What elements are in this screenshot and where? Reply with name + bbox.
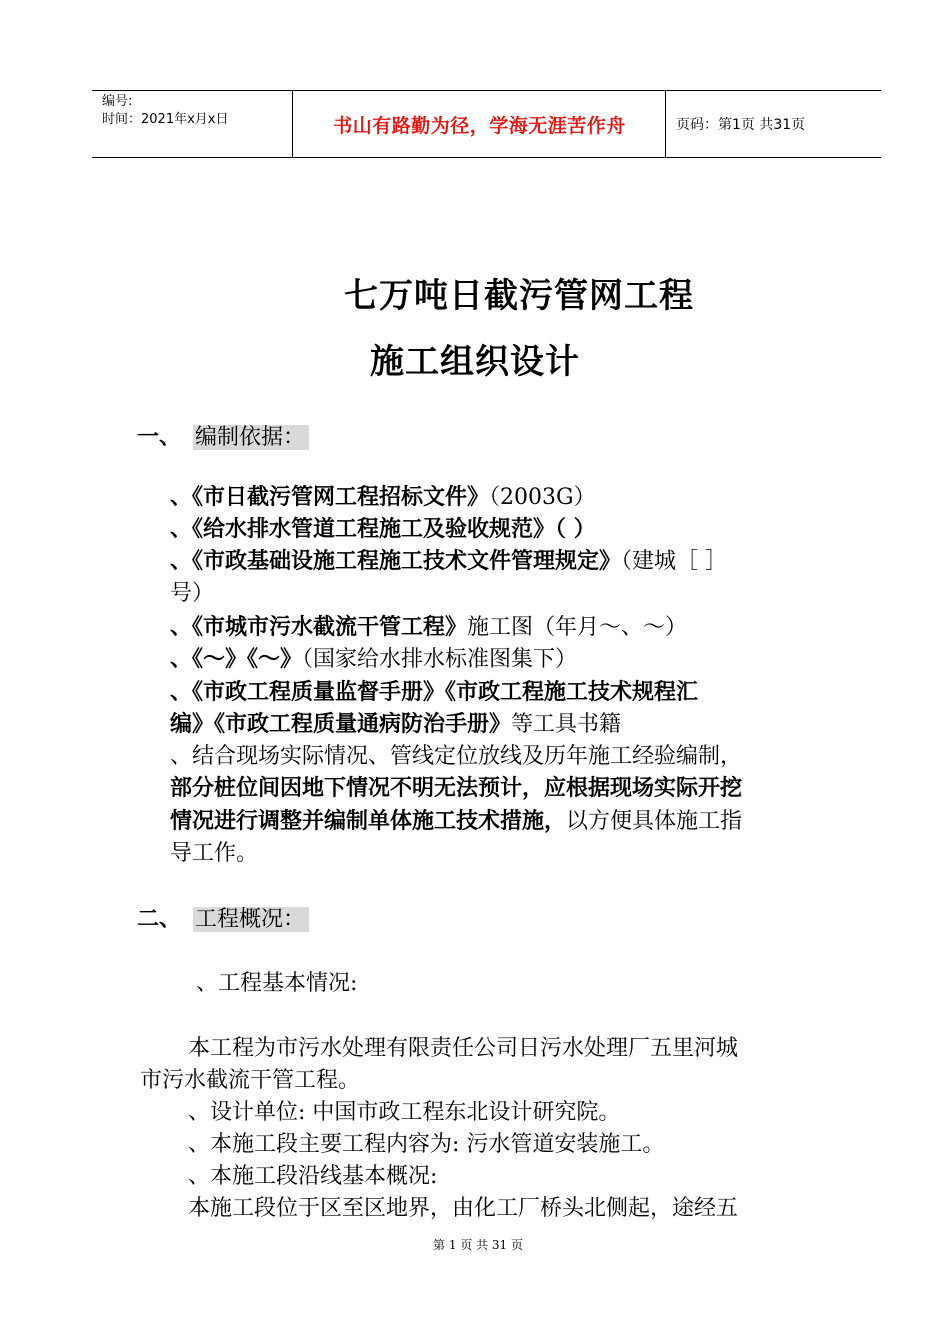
design-unit: 、设计单位: 中国市政工程东北设计研究院。 <box>188 1100 621 1125</box>
basis-item-title: 、《市政工程质量监督手册》《市政工程施工技术规程汇 <box>170 680 699 705</box>
basis-item <box>170 612 840 643</box>
section-heading-basis <box>137 420 309 451</box>
basis-item <box>170 644 840 675</box>
basis-item <box>170 677 840 708</box>
basis-item-note: 等工具书籍 <box>511 712 622 737</box>
header-page-info: 页码：第1页 共31页 <box>676 117 806 133</box>
header-divider <box>292 91 293 157</box>
basis-item <box>170 482 840 513</box>
time-label: 时间：2021年x月x日 <box>102 112 229 127</box>
basis-item-title: 、《市日截污管网工程招标文件》 <box>170 485 490 510</box>
overview-heading: 、工程基本情况: <box>196 971 358 996</box>
basis-item-title: 、《给水排水管道工程施工及验收规范》（ ） <box>170 517 596 542</box>
basis-item-title: 、《市城市污水截流干管工程》 <box>170 615 468 640</box>
basis-item: 、结合现场实际情况、管线定位放线及历年施工经验编制， <box>170 744 743 769</box>
basis-item-continuation <box>170 806 840 837</box>
basis-item-continuation <box>170 709 840 740</box>
basis-item-note: （国家给水排水标准图集下） <box>302 647 578 672</box>
section-number: 一、 <box>137 425 182 450</box>
basis-item-emphasis: 部分桩位间因地下情况不明无法预计，应根据现场实际开挖 <box>170 776 743 801</box>
header-divider <box>665 91 666 157</box>
header-meta <box>102 93 292 129</box>
number-label: 编号: <box>102 94 133 109</box>
basis-item-note: （2003G） <box>489 485 596 510</box>
page-header <box>92 90 881 158</box>
basis-item-continuation: 导工作。 <box>170 841 259 866</box>
basis-item-note: 以方便具体施工指 <box>566 809 743 834</box>
basis-item-emphasis: 情况进行调整并编制单体施工技术措施， <box>170 809 567 834</box>
basis-item-title: 、《～》《～》 <box>170 647 303 672</box>
header-motto: 书山有路勤为径，学海无涯苦作舟 <box>333 114 626 137</box>
overview-paragraph: 本工程为市污水处理有限责任公司日污水处理厂五里河城 <box>188 1036 739 1061</box>
document-title: 七万吨日截污管网工程 <box>344 276 694 316</box>
section-number: 二、 <box>137 907 182 932</box>
section-heading-overview <box>137 902 309 933</box>
section-label: 编制依据： <box>193 425 309 450</box>
document-subtitle: 施工组织设计 <box>370 342 580 382</box>
basis-item-title: 编》《市政工程质量通病防治手册》 <box>170 712 512 737</box>
basis-item-title: 、《市政基础设施工程施工技术文件管理规定》 <box>170 549 622 574</box>
basis-item <box>170 546 840 577</box>
basis-item-note: （建城［ ］ <box>621 549 728 574</box>
basis-item-continuation: 号） <box>170 581 215 606</box>
basis-item <box>170 514 840 545</box>
overview-paragraph-continuation: 市污水截流干管工程。 <box>140 1068 361 1093</box>
section-label: 工程概况： <box>193 907 309 932</box>
route-heading: 、本施工段沿线基本概况: <box>188 1164 438 1189</box>
route-paragraph: 本施工段位于区至区地界，由化工厂桥头北侧起，途经五 <box>188 1196 739 1221</box>
basis-item-note: 施工图（年月～、～） <box>467 615 688 640</box>
basis-item-continuation <box>170 773 840 804</box>
main-content: 、本施工段主要工程内容为: 污水管道安装施工。 <box>188 1132 665 1157</box>
page-footer: 第 1 页 共 31 页 <box>433 1238 523 1252</box>
